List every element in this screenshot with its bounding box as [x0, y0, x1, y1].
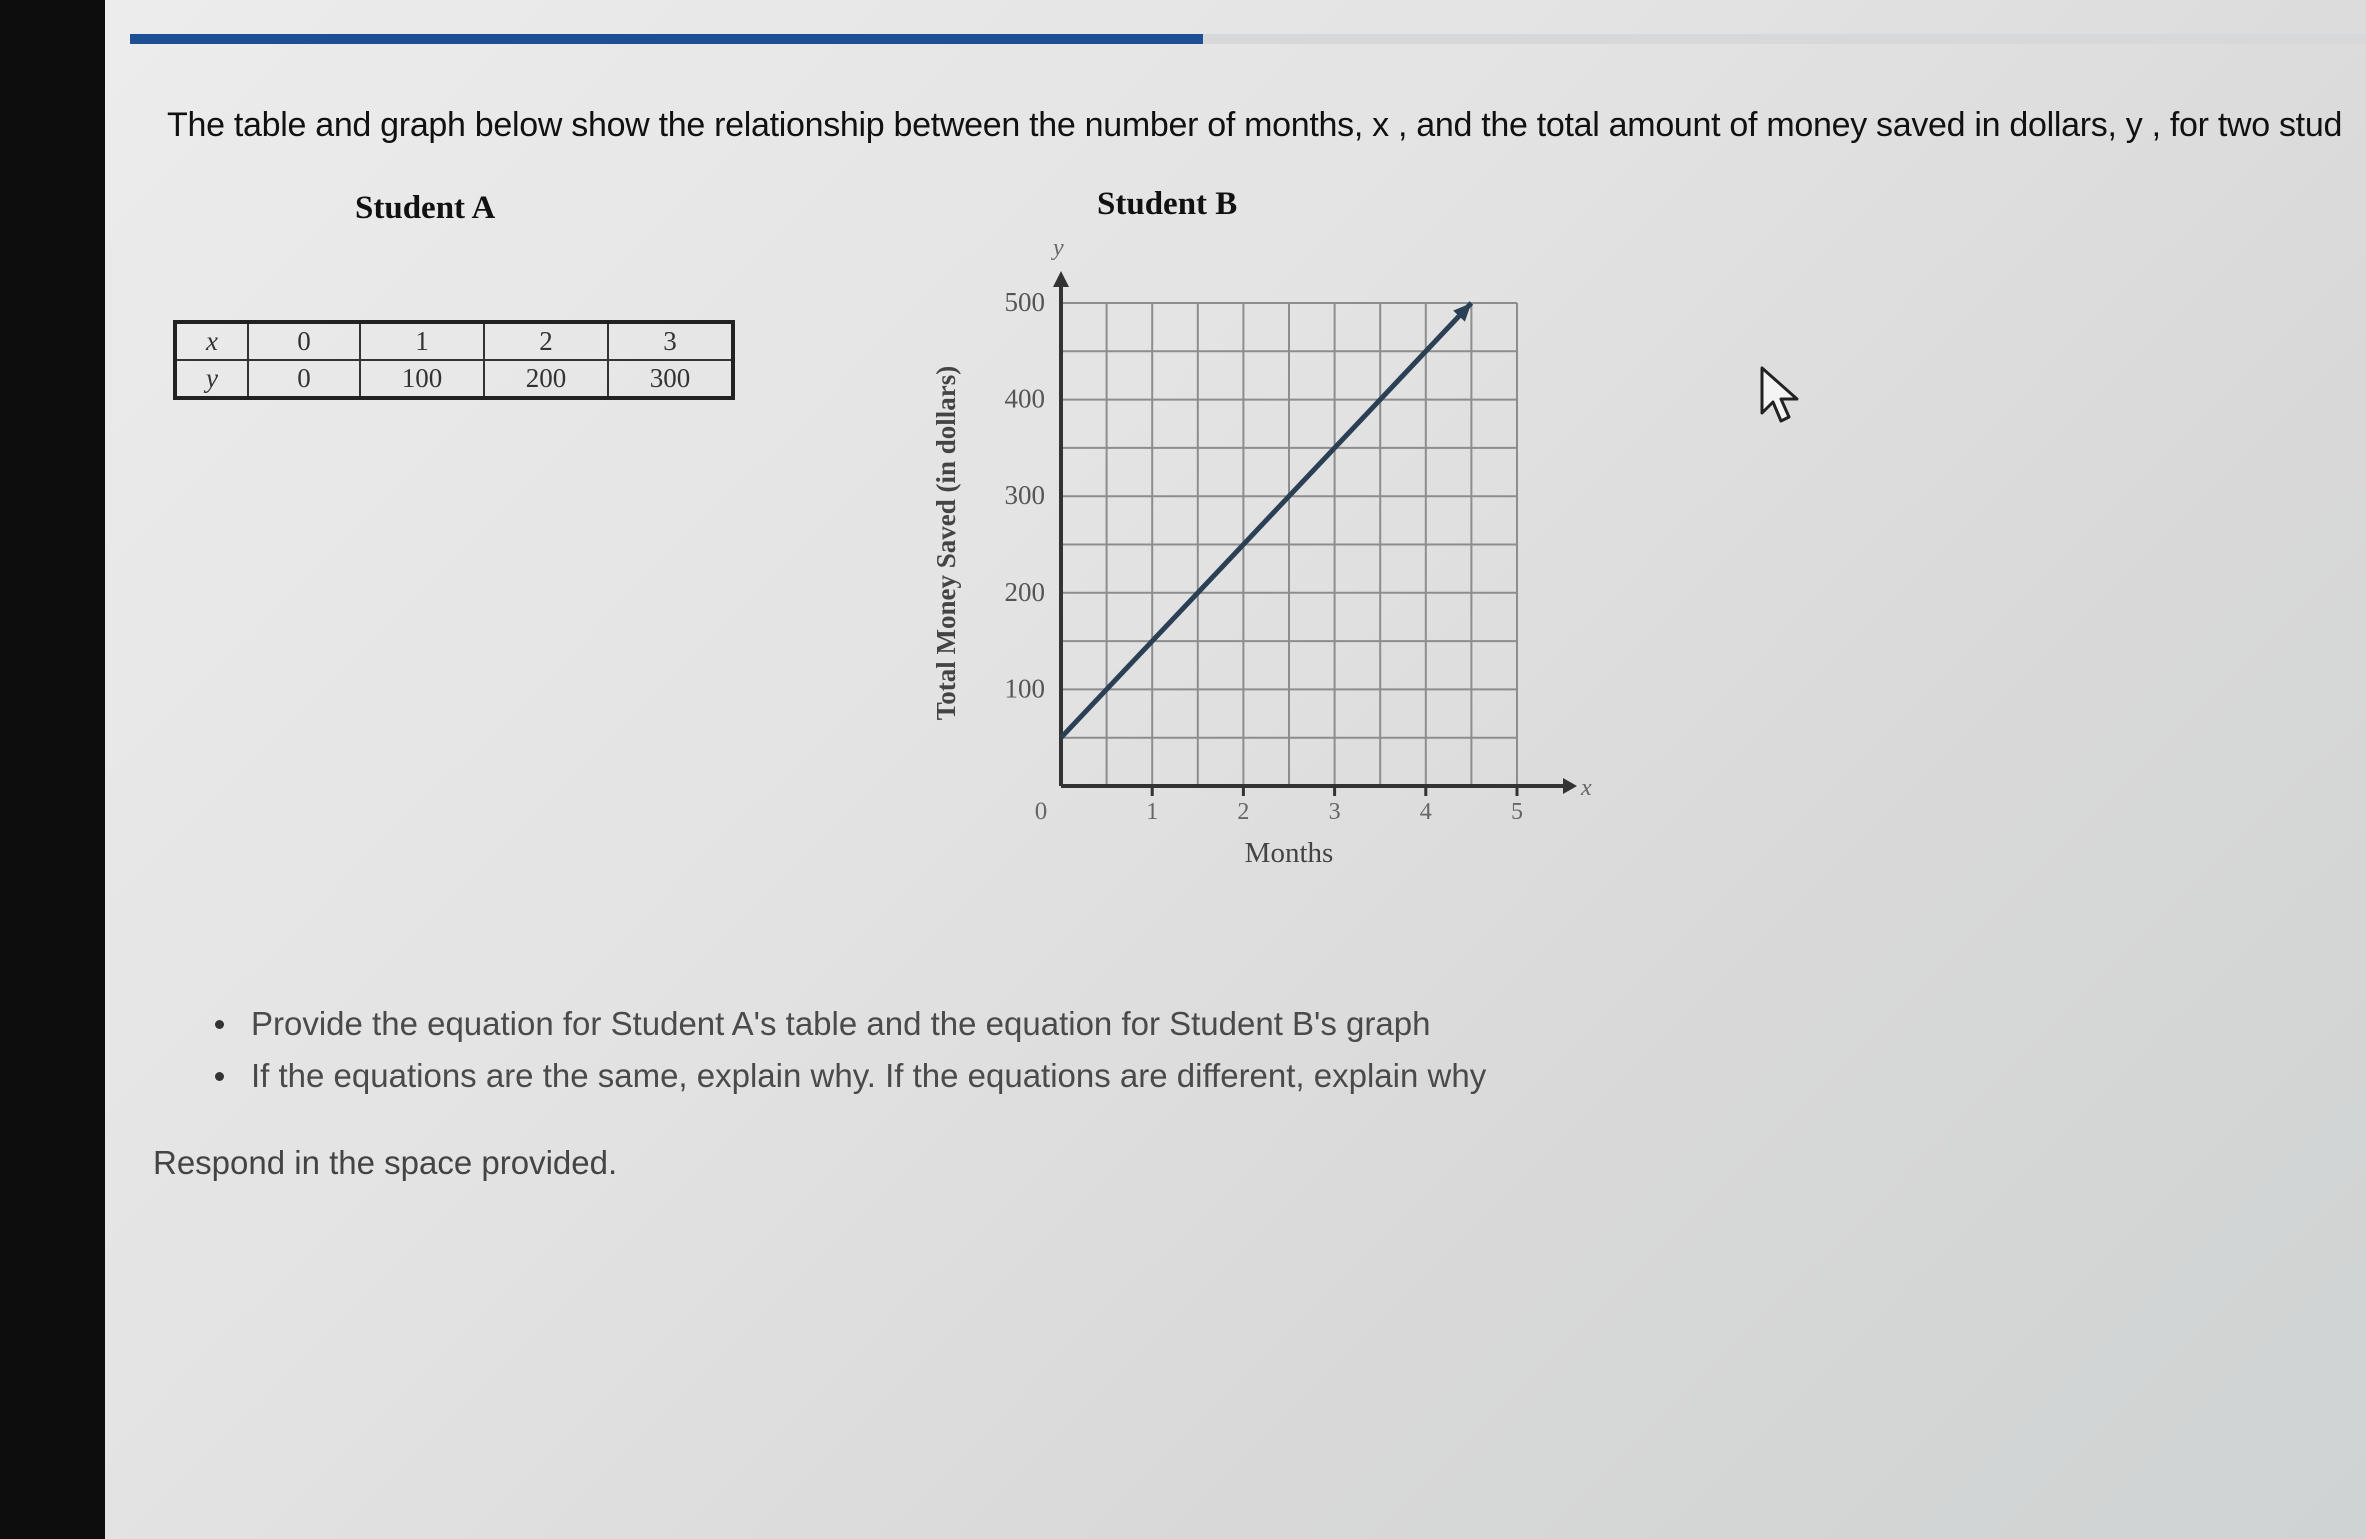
x-tick-label: 5: [1511, 799, 1523, 825]
x-axis-symbol: x: [1581, 775, 1592, 801]
x-tick-label: 3: [1328, 799, 1341, 825]
mouse-pointer-icon: [1759, 365, 1803, 427]
student-a-table: [173, 320, 735, 400]
table-cell: 0: [248, 360, 360, 398]
table-header-y: y: [175, 360, 248, 398]
bullet-icon: [215, 1020, 224, 1029]
table-cell: 3: [608, 322, 733, 360]
student-b-title: Student B: [1097, 186, 1238, 222]
x-axis-title: Months: [1244, 837, 1334, 869]
x-tick-label: 4: [1419, 799, 1432, 825]
instruction-list: [215, 998, 1486, 1102]
table-cell: 200: [484, 360, 608, 398]
question-prompt: The table and graph below show the relationship between the number of months, x , and the total amount of money saved in dollars, y , for two stud: [167, 106, 2343, 144]
table-row: [175, 322, 733, 360]
y-tick-label: 200: [1004, 576, 1045, 607]
x-tick-label: 2: [1237, 799, 1250, 825]
progress-bar-fill: [130, 34, 1203, 44]
instruction-text: If the equations are the same, explain why. If the equations are different, explain why: [251, 1057, 1487, 1094]
student-a-title: Student A: [355, 190, 496, 226]
instruction-text: Provide the equation for Student A's table and the equation for Student B's graph: [251, 1005, 1431, 1042]
bullet-icon: [215, 1072, 224, 1081]
progress-bar: [130, 34, 2366, 44]
table-cell: 1: [360, 322, 484, 360]
y-tick-label: 500: [1004, 287, 1045, 317]
y-tick-label: 400: [1004, 383, 1045, 414]
y-axis-symbol: y: [1053, 235, 1064, 261]
x-axis-arrow-icon: [1563, 778, 1577, 794]
table-cell: 2: [484, 322, 608, 360]
y-tick-label: 300: [1004, 480, 1045, 511]
x-tick-label: 1: [1146, 799, 1159, 825]
question-screen: [105, 0, 2366, 1539]
respond-prompt: Respond in the space provided.: [153, 1144, 618, 1181]
list-item: [215, 1050, 1486, 1102]
y-axis-title: Total Money Saved (in dollars): [931, 365, 961, 721]
list-item: [215, 998, 1486, 1050]
table-cell: 100: [360, 360, 484, 398]
table-row: [175, 360, 733, 398]
y-axis-arrow-icon: [1053, 271, 1069, 287]
table-header-x: x: [175, 322, 248, 360]
y-tick-label: 100: [1004, 673, 1045, 704]
student-b-graph: [805, 225, 1625, 885]
origin-label: 0: [1034, 798, 1048, 825]
table-cell: 300: [608, 360, 733, 398]
table-cell: 0: [248, 322, 360, 360]
series-line: [1061, 303, 1471, 738]
